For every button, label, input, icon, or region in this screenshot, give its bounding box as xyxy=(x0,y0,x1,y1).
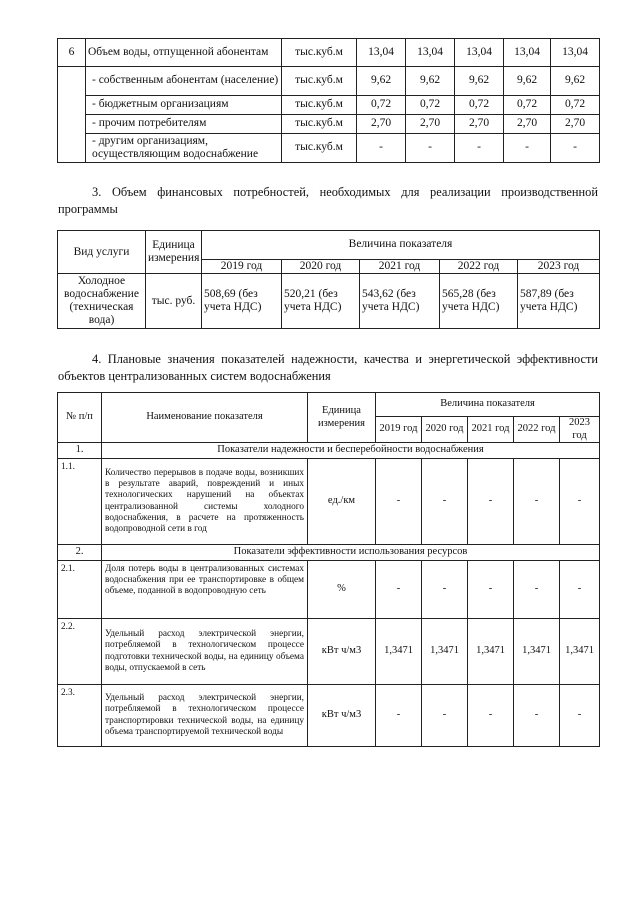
column-header-value: Величина показателя xyxy=(376,393,600,417)
value-cell: - xyxy=(406,134,455,163)
value-cell: - xyxy=(560,459,600,545)
row-number: 2.1. xyxy=(58,561,102,619)
water-volume-table xyxy=(57,38,600,163)
value-cell: 1,3471 xyxy=(376,619,422,685)
value-cell: - xyxy=(376,459,422,545)
value-cell: 1,3471 xyxy=(560,619,600,685)
value-cell: 1,3471 xyxy=(514,619,560,685)
value-cell: 13,04 xyxy=(504,39,551,67)
row-number: 6 xyxy=(58,39,86,67)
value-cell: 2,70 xyxy=(357,115,406,134)
column-header-unit: Единица измерения xyxy=(308,393,376,443)
table-row xyxy=(58,115,600,134)
value-cell: 9,62 xyxy=(455,67,504,96)
unit: тыс. руб. xyxy=(146,274,202,329)
value-cell: - xyxy=(422,459,468,545)
value-cell: - xyxy=(551,134,600,163)
value-cell: 13,04 xyxy=(406,39,455,67)
year-header: 2019 год xyxy=(376,417,422,443)
row-number xyxy=(58,67,86,163)
header-row xyxy=(58,231,600,260)
value-cell: 1,3471 xyxy=(468,619,514,685)
group-number: 2. xyxy=(58,545,102,561)
year-header: 2023 год xyxy=(560,417,600,443)
unit: кВт ч/м3 xyxy=(308,619,376,685)
section-3-heading: 3. Объем финансовых потребностей, необходимых для реализации производственной программы xyxy=(58,185,598,216)
value-cell: 9,62 xyxy=(357,67,406,96)
group-row xyxy=(58,443,600,459)
year-header: 2022 год xyxy=(440,260,518,274)
year-header: 2020 год xyxy=(282,260,360,274)
column-header-num: № п/п xyxy=(58,393,102,443)
value-cell: - xyxy=(468,685,514,747)
year-header: 2019 год xyxy=(202,260,282,274)
value-cell: 2,70 xyxy=(406,115,455,134)
unit: кВт ч/м3 xyxy=(308,685,376,747)
indicator-name: Объем воды, отпущенной абонентам xyxy=(86,39,282,67)
value-cell: 13,04 xyxy=(357,39,406,67)
value-cell: 0,72 xyxy=(357,96,406,115)
value-cell: 0,72 xyxy=(551,96,600,115)
value-cell: - xyxy=(422,685,468,747)
table-row xyxy=(58,274,600,329)
value-cell: 13,04 xyxy=(551,39,600,67)
indicator-name: Удельный расход электрической энергии, потребляемой в технологическом процессе подготовки технической воды, на единицу объема воды, отпускаемой в сеть xyxy=(102,619,308,685)
indicator-name: Доля потерь воды в централизованных системах водоснабжения при ее транспортировке в общем объеме, поданной в водопроводную сеть xyxy=(102,561,308,619)
value-cell: - xyxy=(504,134,551,163)
table-row xyxy=(58,459,600,545)
value-cell: 9,62 xyxy=(551,67,600,96)
table-row xyxy=(58,67,600,96)
column-header-unit: Единица измерения xyxy=(146,231,202,274)
value-cell: - xyxy=(514,459,560,545)
row-number: 2.3. xyxy=(58,685,102,747)
value-cell: 520,21 (без учета НДС) xyxy=(282,274,360,329)
value-cell: 13,04 xyxy=(455,39,504,67)
table-row xyxy=(58,685,600,747)
year-header: 2020 год xyxy=(422,417,468,443)
indicator-name: - собственным абонентам (население) xyxy=(86,67,282,96)
value-cell: - xyxy=(357,134,406,163)
value-cell: - xyxy=(514,685,560,747)
column-header-name: Наименование показателя xyxy=(102,393,308,443)
value-cell: - xyxy=(376,561,422,619)
financial-needs-table xyxy=(57,230,600,329)
value-cell: 0,72 xyxy=(455,96,504,115)
unit: ед./км xyxy=(308,459,376,545)
indicator-name: - прочим потребителям xyxy=(86,115,282,134)
column-header-service: Вид услуги xyxy=(58,231,146,274)
indicator-name: Удельный расход электрической энергии, потребляемой в технологическом процессе транспортировки технической воды, на единицу объема транспортируемой технической воды xyxy=(102,685,308,747)
value-cell: 9,62 xyxy=(504,67,551,96)
value-cell: - xyxy=(560,685,600,747)
section-4-heading: 4. Плановые значения показателей надежности, качества и энергетической эффективности объектов централизованных систем водоснабжения xyxy=(58,352,598,383)
table-row xyxy=(58,134,600,163)
header-row xyxy=(58,393,600,417)
row-number: 1.1. xyxy=(58,459,102,545)
group-title: Показатели эффективности использования ресурсов xyxy=(102,545,600,561)
value-cell: - xyxy=(422,561,468,619)
service-name: Холодное водоснабжение (техническая вода) xyxy=(58,274,146,329)
value-cell: 2,70 xyxy=(455,115,504,134)
value-cell: 508,69 (без учета НДС) xyxy=(202,274,282,329)
value-cell: 0,72 xyxy=(504,96,551,115)
unit: тыс.куб.м xyxy=(282,115,357,134)
group-title: Показатели надежности и бесперебойности водоснабжения xyxy=(102,443,600,459)
value-cell: 543,62 (без учета НДС) xyxy=(360,274,440,329)
performance-indicators-table xyxy=(57,392,600,747)
value-cell: 0,72 xyxy=(406,96,455,115)
unit: тыс.куб.м xyxy=(282,134,357,163)
year-header: 2023 год xyxy=(518,260,600,274)
value-cell: - xyxy=(376,685,422,747)
table-row xyxy=(58,96,600,115)
year-header: 2022 год xyxy=(514,417,560,443)
year-header: 2021 год xyxy=(468,417,514,443)
value-cell: - xyxy=(468,459,514,545)
unit: тыс.куб.м xyxy=(282,96,357,115)
indicator-name: - другим организациям, осуществляющим водоснабжение xyxy=(86,134,282,163)
group-row xyxy=(58,545,600,561)
value-cell: 1,3471 xyxy=(422,619,468,685)
unit: тыс.куб.м xyxy=(282,39,357,67)
value-cell: - xyxy=(468,561,514,619)
indicator-name: Количество перерывов в подаче воды, возникших в результате аварий, повреждений и иных технологических нарушений на объектах централизованной системы холодного водоснабжения, в расчете на протяженность водопроводной сети в год xyxy=(102,459,308,545)
value-cell: - xyxy=(455,134,504,163)
value-cell: 565,28 (без учета НДС) xyxy=(440,274,518,329)
unit: тыс.куб.м xyxy=(282,67,357,96)
table-row xyxy=(58,561,600,619)
table-row xyxy=(58,619,600,685)
group-number: 1. xyxy=(58,443,102,459)
value-cell: - xyxy=(514,561,560,619)
value-cell: 2,70 xyxy=(551,115,600,134)
value-cell: 9,62 xyxy=(406,67,455,96)
year-header: 2021 год xyxy=(360,260,440,274)
row-number: 2.2. xyxy=(58,619,102,685)
indicator-name: - бюджетным организациям xyxy=(86,96,282,115)
table-row xyxy=(58,39,600,67)
value-cell: 2,70 xyxy=(504,115,551,134)
column-header-value: Величина показателя xyxy=(202,231,600,260)
value-cell: - xyxy=(560,561,600,619)
value-cell: 587,89 (без учета НДС) xyxy=(518,274,600,329)
unit: % xyxy=(308,561,376,619)
